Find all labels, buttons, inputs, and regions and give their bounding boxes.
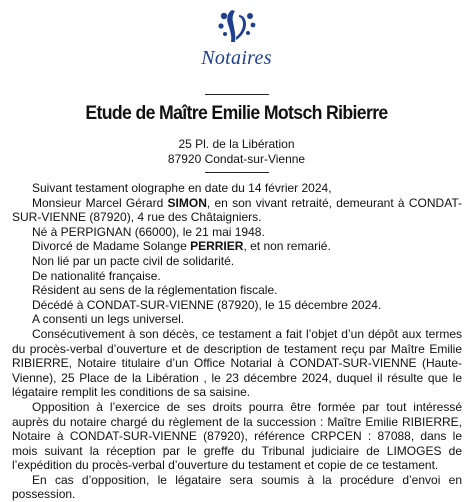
page-title: Etude de Maître Emilie Motsch Ribierre xyxy=(85,103,388,124)
address-line-1: 25 Pl. de la Libération xyxy=(178,137,295,151)
paragraph-testament-date: Suivant testament olographe en date du 14 février 2024, xyxy=(32,181,332,195)
paragraph-death: Décédé à CONDAT-SUR-VIENNE (87920), le 15 décembre 2024. xyxy=(32,297,382,312)
paragraph-residence-fiscal: Résident au sens de la réglementation fiscale. xyxy=(32,283,278,298)
paragraph-deposit: Consécutivement à son décès, ce testament a fait l’objet d’un dépôt aux termes du procès-verbal d’ouverture et de description de testament reçu par Maître Emilie RIBIERRE, Notaire titulaire d’un Office Notarial à CONDAT-SUR-VIENNE (Haute-Vienne), 25 Place de la Libération , le 23 décembre 2024, duquel il résulte que le légataire remplit les conditions de sa saisine. xyxy=(12,326,462,400)
paragraph-legacy: A consenti un legs universel. xyxy=(32,312,185,327)
ex-spouse-surname: PERRIER xyxy=(190,239,244,254)
paragraph-pacs: Non lié par un pacte civil de solidarité. xyxy=(32,253,235,268)
header-divider-top xyxy=(205,94,269,95)
deceased-surname: SIMON xyxy=(167,195,207,210)
paragraph-possession: En cas d’opposition, le légataire sera soumis à la procédure d’envoi en possession. xyxy=(12,472,462,502)
notaires-logo xyxy=(0,6,473,68)
deceased-residence: , en son vivant retraité, demeurant à CONDAT-SUR-VIENNE (87920), 4 rue des Châtaigniers. xyxy=(12,195,462,225)
paragraph-marital-status xyxy=(12,239,462,254)
divorce-outro: , et non remarié. xyxy=(243,239,331,254)
paragraph-deceased-identity xyxy=(12,196,462,225)
notaires-emblem-icon xyxy=(212,6,262,46)
paragraph-birth: Né à PERPIGNAN (66000), le 21 mai 1948. xyxy=(32,224,265,239)
deceased-intro: Monsieur Marcel Gérard xyxy=(32,195,168,210)
notice-body xyxy=(12,181,462,502)
paragraph-nationality: De nationalité française. xyxy=(32,268,161,283)
divorce-intro: Divorcé de Madame Solange xyxy=(32,239,191,254)
header-divider-bottom xyxy=(205,172,269,173)
paragraph-opposition: Opposition à l’exercice de ses droits pourra être formée par tout intéressé auprès du notaire chargé du règlement de la succession : Maître Emilie RIBIERRE, Notaire à CONDAT-SUR-VIENNE (87920), référence CRPCEN : 87088, dans le mois suivant la réception par le greffe du Tribunal judiciaire de LIMOGES de l’expédition du procès-verbal d’ouverture du testament et copie de ce testament. xyxy=(12,399,462,473)
address-line-2: 87920 Condat-sur-Vienne xyxy=(167,152,306,166)
logo-wordmark: Notaires xyxy=(201,47,272,69)
